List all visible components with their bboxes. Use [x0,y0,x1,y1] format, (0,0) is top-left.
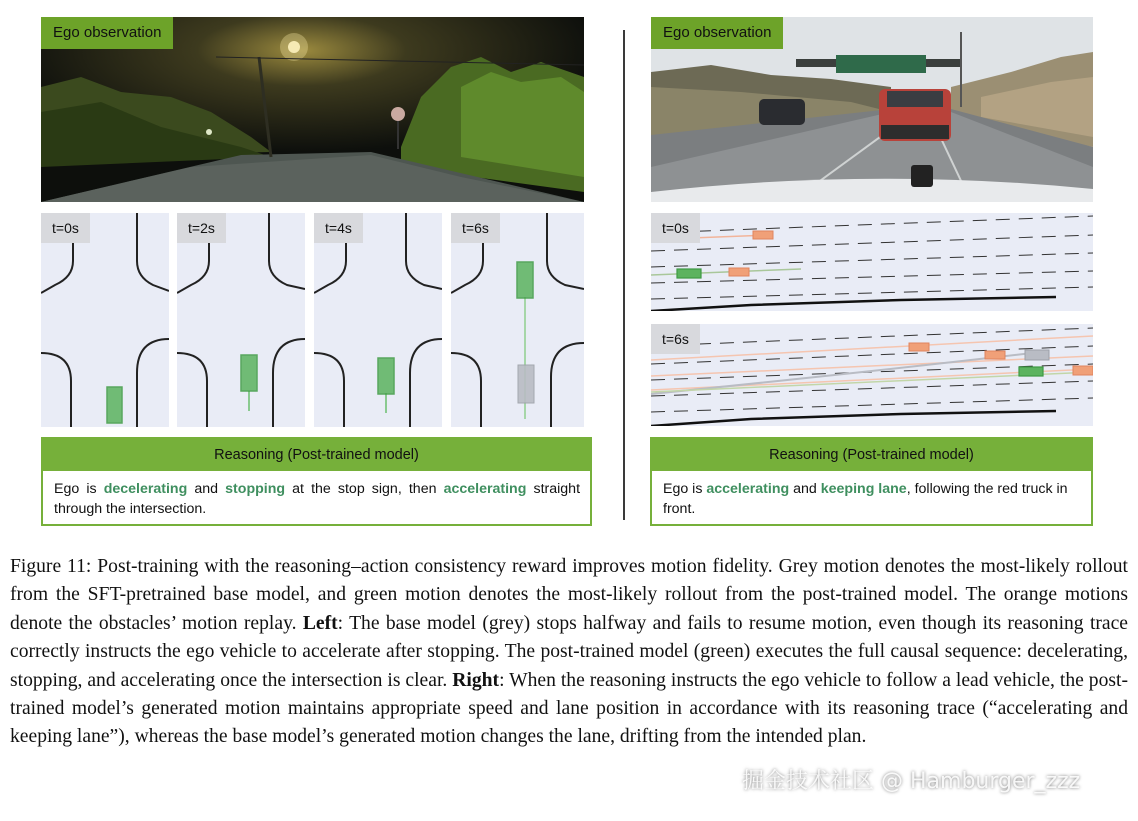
left-reasoning-highlight-accelerating: accelerating [443,481,527,497]
right-bev-tile-t0 [651,213,1093,311]
figure-caption [10,553,1128,752]
left-reasoning-part: and [187,481,226,497]
left-bev-tile-t2 [177,213,305,427]
left-bev-tile-t0 [41,213,169,427]
right-reasoning-highlight-keeping-lane: keeping lane [820,481,907,497]
right-reasoning-text [652,471,1091,519]
right-reasoning-part: and [789,481,821,497]
right-reasoning-box [650,437,1093,526]
left-time-label-t4: t=4s [314,213,363,243]
left-observation-label: Ego observation [41,17,173,49]
left-time-label-t0: t=0s [41,213,90,243]
left-time-label-t2: t=2s [177,213,226,243]
caption-figure-label: Figure 11: [10,556,92,577]
caption-right-label: Right [452,669,500,691]
caption-left-label: Left [302,612,338,634]
left-reasoning-part: straight through the intersection. [54,481,581,517]
right-time-label-t6: t=6s [651,324,700,354]
left-bev-tile-t6 [451,213,584,427]
right-reasoning-part: Ego is [663,481,707,497]
right-time-label-t0: t=0s [651,213,700,243]
left-time-label-t6: t=6s [451,213,500,243]
left-reasoning-box [41,437,592,526]
left-reasoning-highlight-decelerating: decelerating [103,481,188,497]
right-ego-observation-image [651,17,1093,202]
left-reasoning-part: at the stop sign, then [285,481,444,497]
caption-text: Post-training with the reasoning–action consistency reward improves motion fidelity. Grey motion denotes the most-likely rollout from the SFT-pretrained base model, and green motion denotes the most-likely rollout from the post-trained model. The orange motions denote the obstacles’ motion replay. [10,556,1128,634]
left-ego-observation-image [41,17,584,202]
caption-text: : When the reasoning instructs the ego vehicle to follow a lead vehicle, the post-trained model’s generated motion maintains appropriate speed and lane position in accordance with its reasoning trace (“accelerating and keeping lane”), whereas the base model’s generated motion changes the lane, drifting from the intended plan. [10,669,1128,748]
left-reasoning-highlight-stopping: stopping [225,481,286,497]
panel-divider [623,30,625,520]
left-reasoning-part: Ego is [54,481,104,497]
left-reasoning-text [43,471,590,519]
right-reasoning-highlight-accelerating: accelerating [706,481,790,497]
right-observation-label: Ego observation [651,17,783,49]
right-reasoning-part: , following the red truck in front. [663,481,1068,517]
left-reasoning-header: Reasoning (Post-trained model) [43,439,590,471]
watermark: 掘金技术社区 @ Hamburger_zzz [742,769,1081,794]
caption-text: : The base model (grey) stops halfway and fails to resume motion, even though its reasoning trace correctly instructs the ego vehicle to accelerate after stopping. The post-trained model (green) executes the full causal sequence: decelerating, stopping, and accelerating once the intersection is clear. [10,612,1128,691]
left-bev-tile-t4 [314,213,442,427]
right-bev-tile-t6 [651,324,1093,426]
right-reasoning-header: Reasoning (Post-trained model) [652,439,1091,471]
